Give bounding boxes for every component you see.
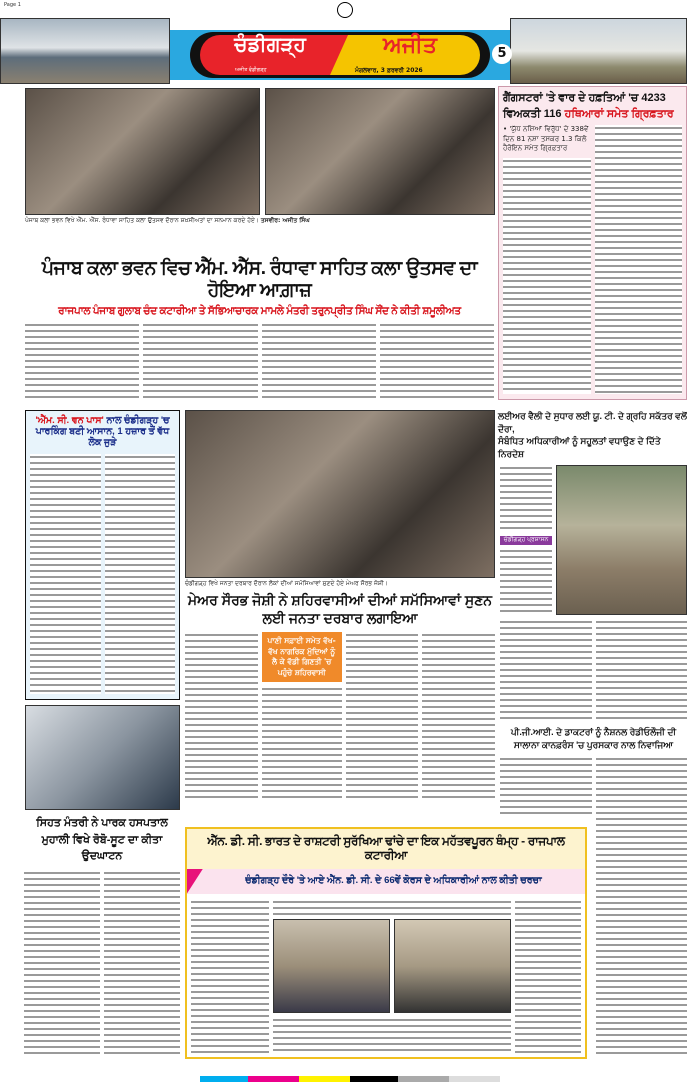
- janta-darbar-photo: [185, 410, 495, 578]
- gangster-headline-1: ਗੈਂਗਸਟਰਾਂ 'ਤੇ ਵਾਰ ਦੇ ਹਫ਼ਤਿਆਂ 'ਚ 4233: [503, 92, 666, 104]
- parking-story-box: [25, 410, 180, 700]
- lead-text-col: [25, 322, 139, 402]
- lake-text-col: [500, 619, 592, 722]
- gangster-story-box: [498, 86, 687, 400]
- parking-text-col: [30, 454, 101, 694]
- parking-text-col: [105, 454, 176, 694]
- mayor-text-col: [262, 686, 342, 802]
- robo-suite-photo: [25, 705, 180, 810]
- lead-story: [22, 217, 497, 402]
- parking-headline: 'ਐੱਮ. ਸੀ. ਵਨ ਪਾਸ' ਨਾਲ ਚੰਡੀਗੜ੍ਹ 'ਚ ਪਾਰਕਿੰਗ ਬਣੀ ਆਸਾਨ, 1 ਹਜ਼ਾਰ ਤੋਂ ਵੱਧ ਲੋਕ ਜੁੜੇ: [35, 415, 170, 448]
- mayor-middle-col: [262, 632, 342, 802]
- lake-photo: [0, 18, 170, 84]
- gangster-text-col: [503, 158, 591, 394]
- mayor-text-col: [346, 632, 419, 802]
- lead-text-col: [262, 322, 376, 402]
- masthead-tagline: ਅਜੀਤ ਵੰਡੀਗੜ੍ਹ: [235, 67, 267, 73]
- lake-story: [498, 410, 687, 722]
- color-calibration-bar: [200, 1076, 500, 1082]
- gangster-left-col: [503, 125, 591, 394]
- ndc-headline: ਐੱਨ. ਡੀ. ਸੀ. ਭਾਰਤ ਦੇ ਰਾਸ਼ਟਰੀ ਸੁਰੱਖਿਆ ਢਾਂਚੇ ਦਾ ਇਕ ਮਹੱਤਵਪੂਰਨ ਥੰਮ੍ਹ - ਰਾਜਪਾਲ ਕਟਾਰੀਆ: [207, 834, 565, 862]
- masthead-paper: ਅਜੀਤ: [383, 32, 437, 57]
- page-number: 5: [492, 44, 512, 64]
- lead-headline: ਪੰਜਾਬ ਕਲਾ ਭਵਨ ਵਿਚ ਐੱਮ. ਐੱਸ. ਰੰਧਾਵਾ ਸਾਹਿਤ ਕਲਾ ਉਤਸਵ ਦਾ ਹੋਇਆ ਆਗ਼ਾਜ਼: [41, 258, 478, 302]
- pgi-text-col: [500, 756, 592, 814]
- masthead: [170, 30, 510, 80]
- ndc-photo-2: [394, 919, 511, 1013]
- ndc-text-col: [273, 899, 511, 915]
- print-slug: Page 1: [4, 2, 21, 8]
- gangster-body: [503, 125, 682, 394]
- health-story: [22, 815, 182, 1057]
- mayor-text-col: [185, 632, 258, 802]
- mayor-text-col: [422, 632, 495, 802]
- ndc-story-box: [185, 827, 587, 1059]
- mayor-story: [183, 580, 497, 802]
- lake-left-col: [498, 465, 552, 615]
- mayor-pullquote: ਪਾਣੀ ਸਫ਼ਾਈ ਸਮੇਤ ਵੱਖ-ਵੱਖ ਨਾਗਰਿਕ ਮੁੱਦਿਆਂ ਨੂੰ ਲੈ ਕੇ ਵੱਡੀ ਗਿਣਤੀ 'ਚ ਪਹੁੰਚੇ ਸ਼ਹਿਰਵਾਸੀ: [262, 632, 342, 682]
- lead-photo-2: [265, 88, 495, 215]
- registration-mark: [337, 2, 353, 18]
- lake-body-bottom: [498, 619, 687, 722]
- lake-visit-photo: [556, 465, 687, 615]
- ndc-text-col: [273, 1017, 511, 1053]
- masthead-city: ਚੰਡੀਗੜ੍ਹ: [234, 34, 306, 56]
- health-body: [22, 870, 182, 1058]
- health-text-col: [24, 870, 100, 1058]
- lake-byline: ਚੰਡੀਗੜ੍ਹ ਪ੍ਰਸ਼ਾਸਨ: [500, 536, 552, 544]
- ndc-middle: [273, 899, 511, 1053]
- ndc-photo-1: [273, 919, 390, 1013]
- monument-photo: [510, 18, 687, 84]
- gangster-headline-2: ਵਿਅਕਤੀ 116 ਹਥਿਆਰਾਂ ਸਮੇਤ ਗ੍ਰਿਫ਼ਤਾਰ: [503, 107, 674, 120]
- lake-text-col: [500, 465, 552, 533]
- mayor-headline: ਮੇਅਰ ਸੌਰਭ ਜੋਸ਼ੀ ਨੇ ਸ਼ਹਿਰਵਾਸੀਆਂ ਦੀਆਂ ਸਮੱਸਿਆਵਾਂ ਸੁਣਨ ਲਈ ਜਨਤਾ ਦਰਬਾਰ ਲਗਾਇਆ: [187, 591, 493, 626]
- lake-body-top: [498, 465, 687, 615]
- gangster-bullet: • 'ਯੁੱਧ ਨਸ਼ਿਆਂ ਵਿਰੁੱਧ' ਦੇ 338ਵੇਂ ਦਿਨ 81 ਨਸ਼ਾ ਤਸਕਰ 1.3 ਕਿਲੋ ਹੈਰੋਇਨ ਸਮੇਤ ਗ੍ਰਿਫ਼ਤਾਰ: [503, 125, 589, 153]
- health-headline: ਸਿਹਤ ਮੰਤਰੀ ਨੇ ਪਾਰਕ ਹਸਪਤਾਲ ਮੁਹਾਲੀ ਵਿਖੇ ਰੋਬੋ-ਸੂਟ ਦਾ ਕੀਤਾ ਉਦਘਾਟਨ: [36, 817, 168, 862]
- ndc-subheadline-band: [187, 869, 585, 894]
- ndc-headline-band: [187, 829, 585, 869]
- pgi-text-col: [596, 756, 687, 1057]
- pgi-headline: ਪੀ.ਜੀ.ਆਈ. ਦੇ ਡਾਕਟਰਾਂ ਨੂੰ ਨੈਸ਼ਨਲ ਰੇਡੀਓਲੌਜੀ ਦੀ ਸਾਲਾਨਾ ਕਾਨਫ਼ਰੰਸ 'ਚ ਪੁਰਸਕਾਰ ਨਾਲ ਨਿਵਾਜਿਆ: [510, 727, 677, 750]
- lead-photo-1: [25, 88, 260, 215]
- gangster-text-col: [595, 125, 683, 394]
- health-text-col: [104, 870, 180, 1058]
- ndc-text-col: [515, 899, 581, 1053]
- accent-triangle: [187, 869, 203, 894]
- ndc-body: [187, 894, 585, 1057]
- lake-text-col: [596, 619, 687, 722]
- lead-text: [22, 322, 497, 402]
- lead-text-col: [380, 322, 494, 402]
- lead-photo-caption: ਪੰਜਾਬ ਕਲਾ ਭਵਨ ਵਿਖੇ ਐੱਮ. ਐੱਸ. ਰੰਧਾਵਾ ਸਾਹਿਤ ਕਲਾ ਉਤਸਵ ਦੌਰਾਨ ਸ਼ਖ਼ਸੀਅਤਾਂ ਦਾ ਸਨਮਾਨ ਕਰਦੇ ਹੋਏ। ਤਸਵੀਰ: ਅਜੀਤ ਸਿੰਘ: [25, 217, 310, 224]
- lead-subheadline: ਰਾਜਪਾਲ ਪੰਜਾਬ ਗੁਲਾਬ ਚੰਦ ਕਟਾਰੀਆ ਤੇ ਸੱਭਿਆਚਾਰਕ ਮਾਮਲੇ ਮੰਤਰੀ ਤਰੁਨਪ੍ਰੀਤ ਸਿੰਘ ਸੌਂਦ ਨੇ ਕੀਤੀ ਸ਼ਮੂਲੀਅਤ: [58, 304, 461, 317]
- lake-text-col: [500, 548, 552, 616]
- janta-darbar-caption: ਚੰਡੀਗੜ੍ਹ ਵਿਖੇ ਜਨਤਾ ਦਰਬਾਰ ਦੌਰਾਨ ਲੋਕਾਂ ਦੀਆਂ ਸਮੱਸਿਆਵਾਂ ਸੁਣਦੇ ਹੋਏ ਮੇਅਰ ਸੌਰਭ ਜੋਸ਼ੀ।: [185, 580, 388, 587]
- parking-body: [30, 454, 175, 694]
- lead-text-col: [143, 322, 257, 402]
- ndc-subheadline: ਚੰਡੀਗੜ੍ਹ ਦੌਰੇ 'ਤੇ ਆਏ ਐੱਨ. ਡੀ. ਸੀ. ਦੇ 66ਵੇਂ ਕੋਰਸ ਦੇ ਅਧਿਕਾਰੀਆਂ ਨਾਲ ਕੀਤੀ ਚਰਚਾ: [245, 874, 542, 886]
- mayor-body: [183, 632, 497, 802]
- ndc-text-col: [191, 899, 269, 1053]
- masthead-date: ਮੰਗਲਵਾਰ, 3 ਫ਼ਰਵਰੀ 2026: [355, 67, 423, 74]
- ndc-photos: [273, 919, 511, 1013]
- lake-headline: ਲਈਅਰ ਵੈਲੀ ਦੇ ਸੁਧਾਰ ਲਈ ਯੂ. ਟੀ. ਦੇ ਗ੍ਰਹਿ ਸਕੱਤਰ ਵਲੋਂ ਦੌਰਾ, ਸੰਬੰਧਿਤ ਅਧਿਕਾਰੀਆਂ ਨੂੰ ਸਹੂਲਤਾਂ ਵਧਾਉਣ ਦੇ ਦਿੱਤੇ ਨਿਰਦੇਸ਼: [498, 411, 687, 459]
